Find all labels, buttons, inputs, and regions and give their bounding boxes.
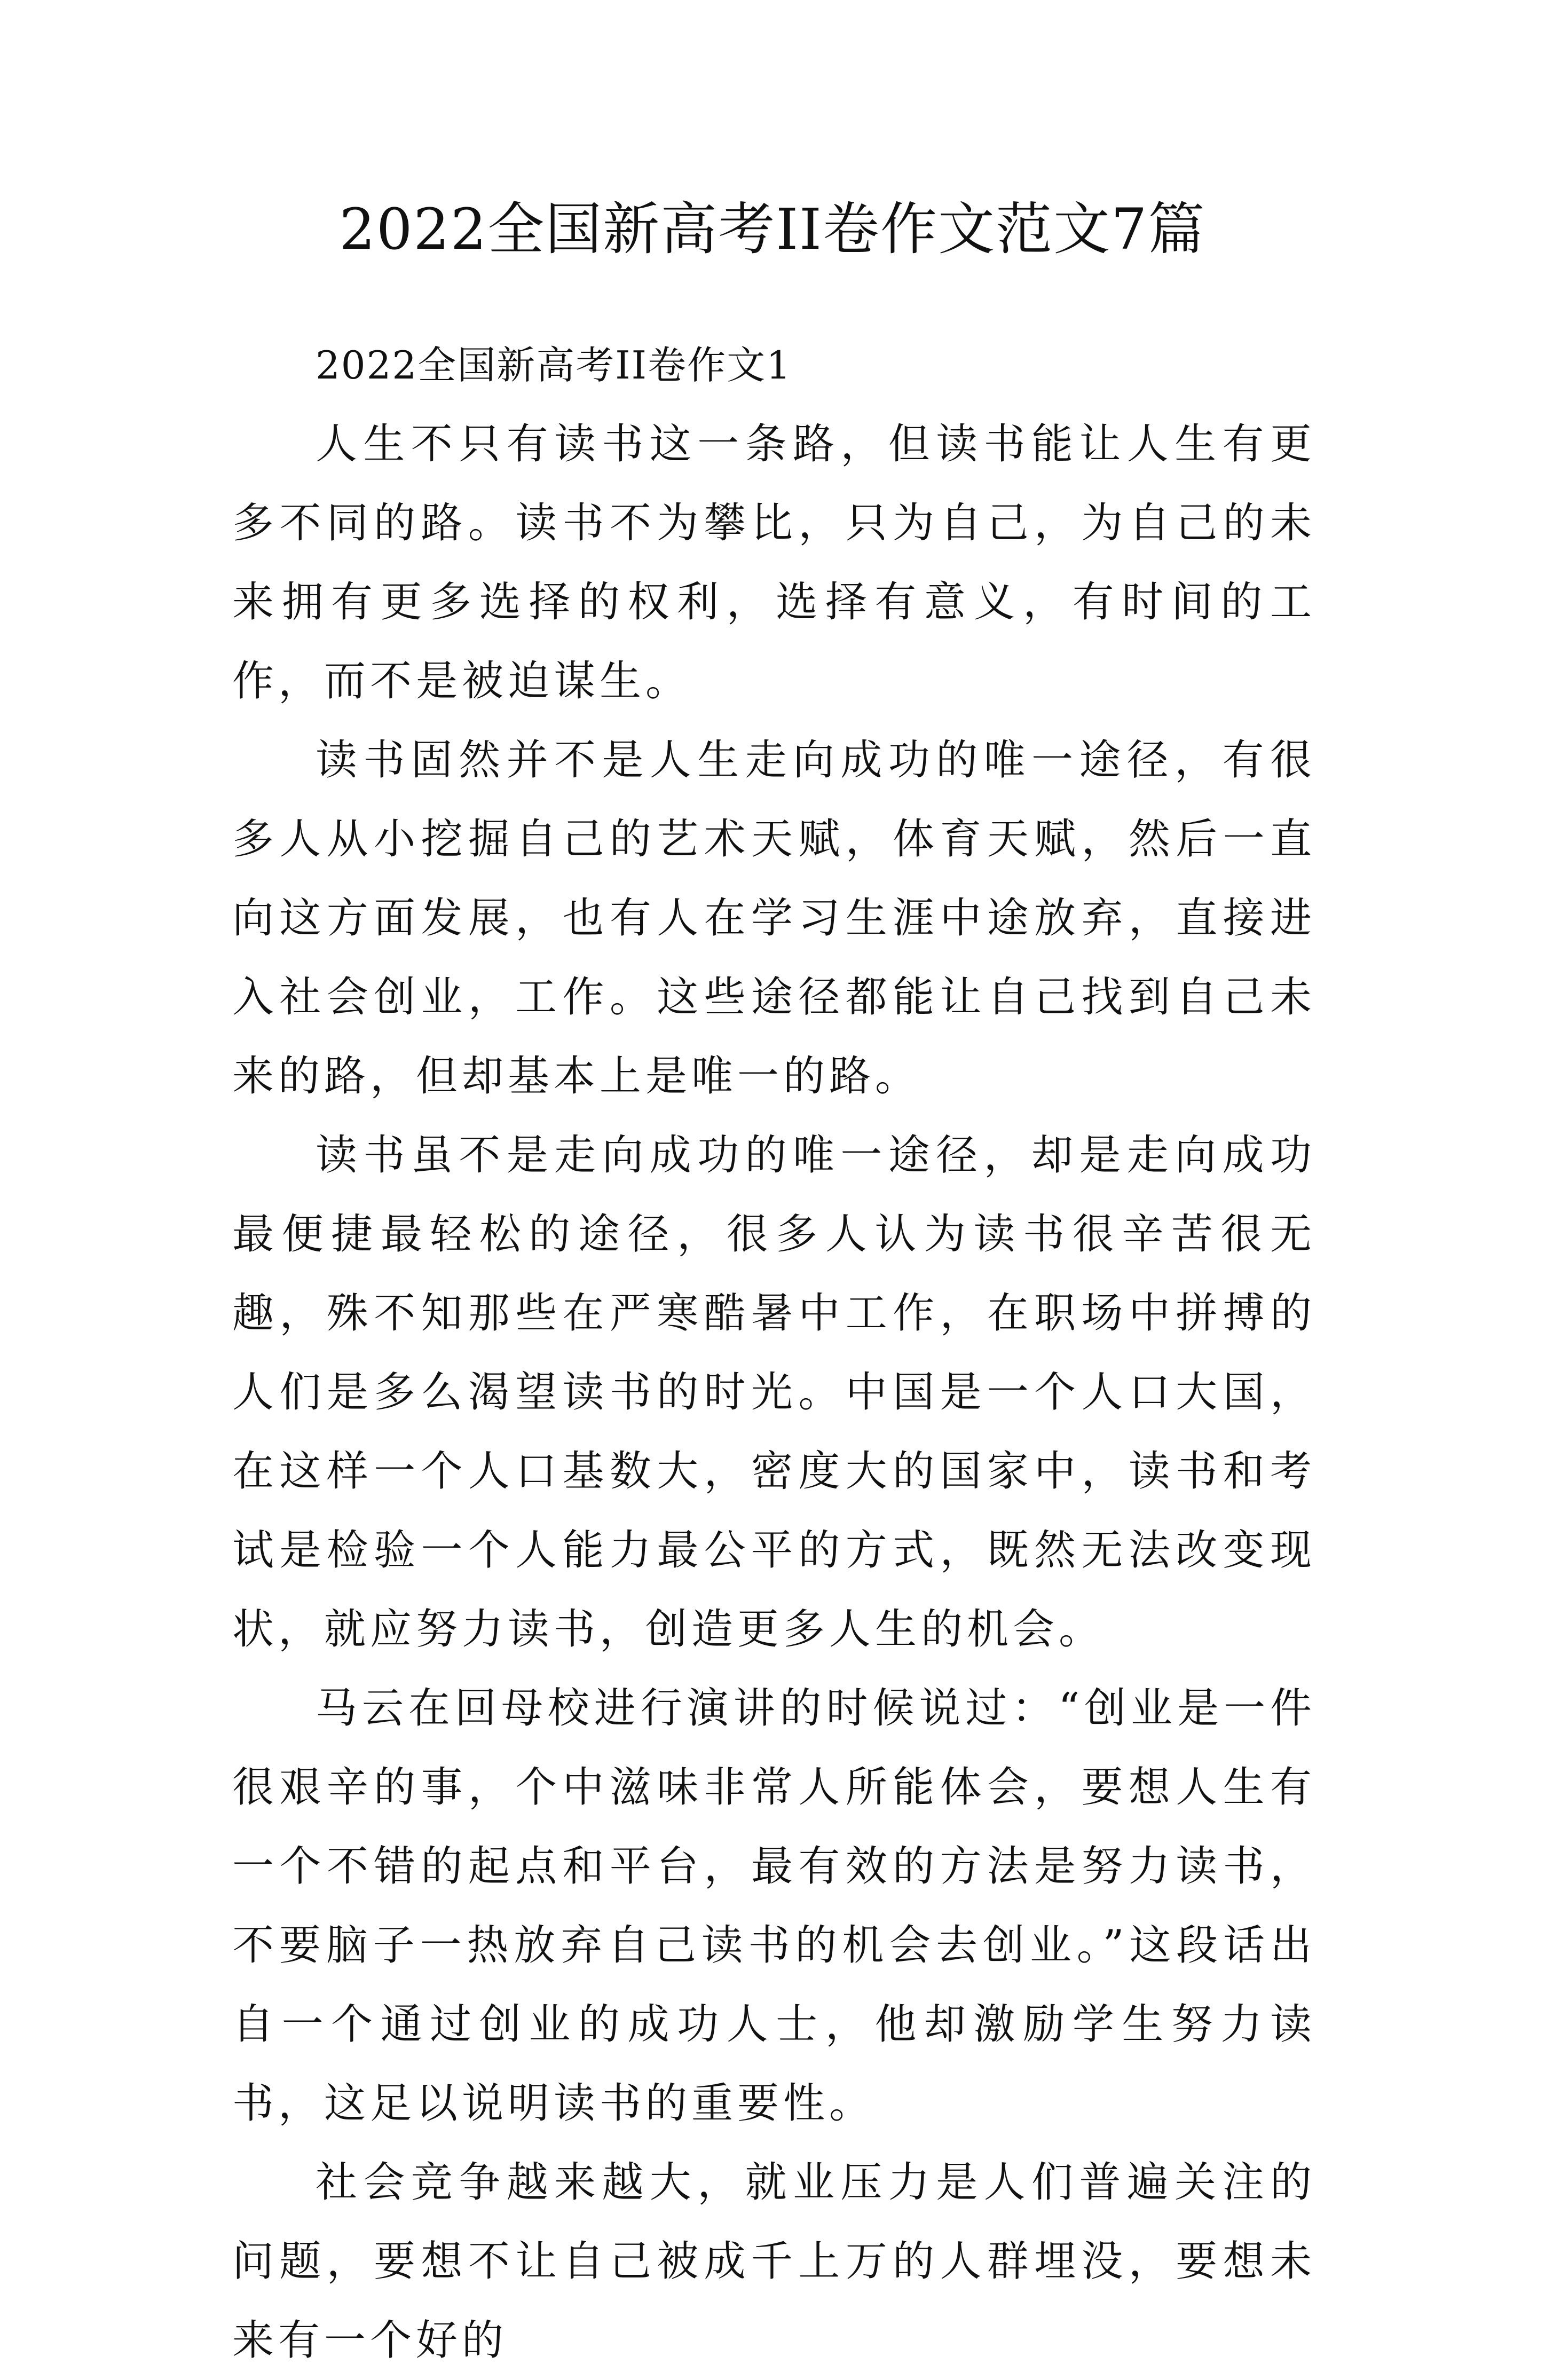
section-heading: 2022全国新高考II卷作文1 <box>316 343 792 388</box>
document-body <box>232 326 1316 2380</box>
paragraph-5: 社会竞争越来越大，就业压力是人们普遍关注的问题，要想不让自己被成千上万的人群埋没，要想未来有一个好的 <box>232 2158 1316 2365</box>
paragraph-3: 读书虽不是走向成功的唯一途径，却是走向成功最便捷最轻松的途径，很多人认为读书很辛苦很无趣，殊不知那些在严寒酷暑中工作，在职场中拼搏的人们是多么渴望读书的时光。中国是一个人口大国，在这样一个人口基数大，密度大的国家中，读书和考试是检验一个人能力最公平的方式，既然无法改变现状，就应努力读书，创造更多人生的机会。 <box>232 1131 1316 1653</box>
paragraph-4: 马云在回母校进行演讲的时候说过：“创业是一件很艰辛的事，个中滋味非常人所能体会，要想人生有一个不错的起点和平台，最有效的方法是努力读书，不要脑子一热放弃自己读书的机会去创业。”这段话出自一个通过创业的成功人士，他却激励学生努力读书，这足以说明读书的重要性。 <box>232 1684 1316 2127</box>
paragraph-1: 人生不只有读书这一条路，但读书能让人生有更多不同的路。读书不为攀比，只为自己，为自己的未来拥有更多选择的权利，选择有意义，有时间的工作，而不是被迫谋生。 <box>232 420 1316 705</box>
document-title: 2022全国新高考II卷作文范文7篇 <box>339 196 1206 262</box>
paragraph-2: 读书固然并不是人生走向成功的唯一途径，有很多人从小挖掘自己的艺术天赋，体育天赋，然后一直向这方面发展，也有人在学习生涯中途放弃，直接进入社会创业，工作。这些途径都能让自己找到自己未来的路，但却基本上是唯一的路。 <box>232 736 1316 1100</box>
